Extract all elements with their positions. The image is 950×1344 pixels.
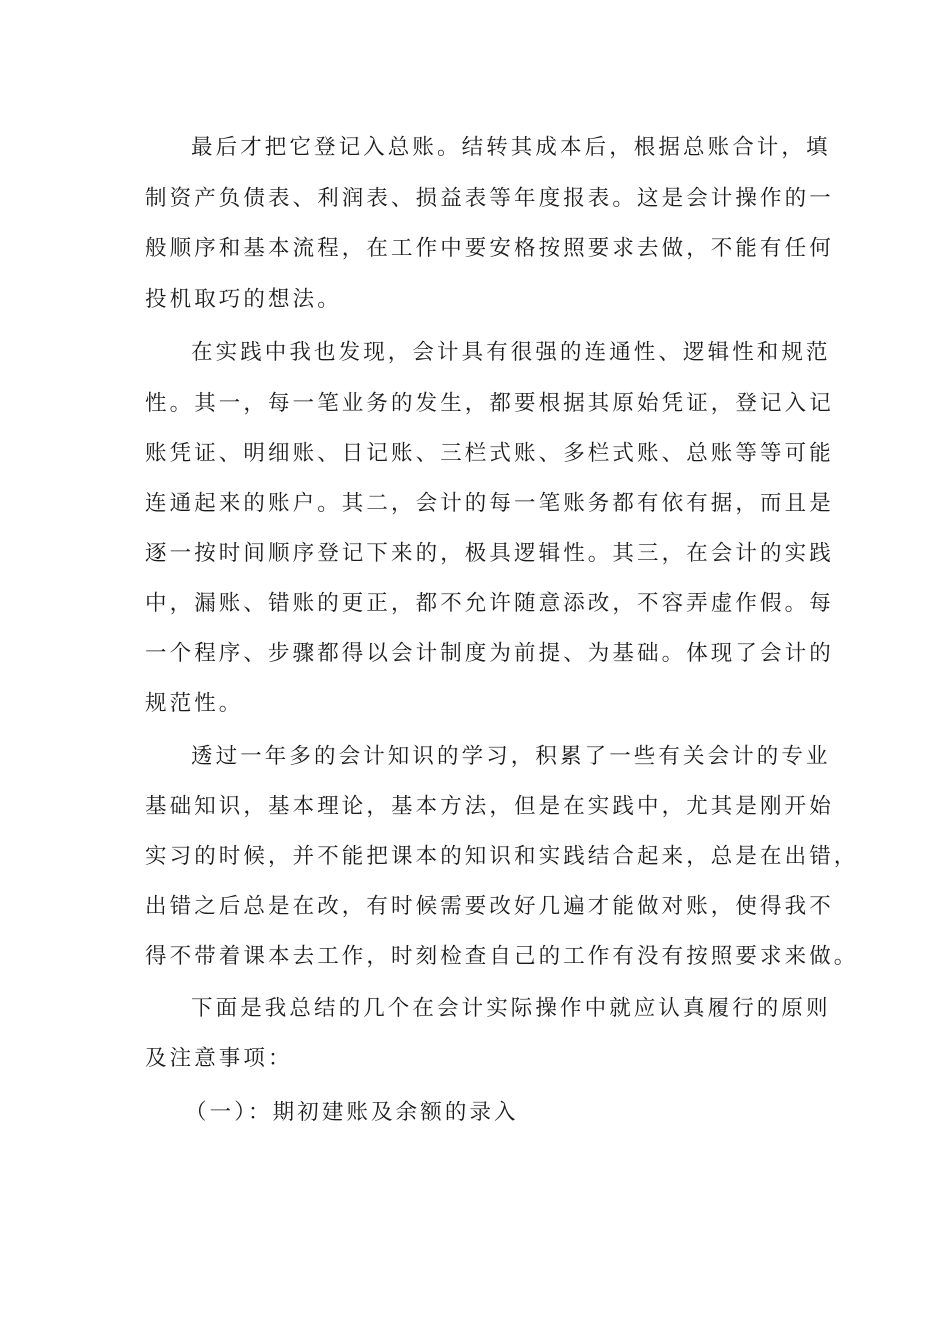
paragraph-line: 得不带着课本去工作，时刻检查自己的工作有没有按照要求来做。	[145, 944, 859, 969]
paragraph-line: 实习的时候，并不能把课本的知识和实践结合起来，总是在出错，	[145, 844, 859, 869]
paragraph-line: 性。其一，每一笔业务的发生，都要根据其原始凭证，登记入记	[145, 391, 834, 416]
paragraph-line: 连通起来的账户。其二，会计的每一笔账务都有依有据，而且是	[145, 491, 834, 516]
paragraph-line: 账凭证、明细账、日记账、三栏式账、多栏式账、总账等等可能	[145, 441, 834, 466]
paragraph-line: 基础知识，基本理论，基本方法，但是在实践中，尤其是刚开始	[145, 794, 834, 819]
paragraph-line: 投机取巧的想法。	[145, 287, 342, 312]
paragraph-line: 在实践中我也发现，会计具有很强的连通性、逻辑性和规范	[191, 340, 831, 365]
paragraph-line: 最后才把它登记入总账。结转其成本后，根据总账合计，填	[191, 135, 831, 160]
section-heading: （一）：期初建账及余额的录入	[185, 1100, 519, 1125]
paragraph-line: 规范性。	[145, 691, 244, 716]
paragraph-line: 制资产负债表、利润表、损益表等年度报表。这是会计操作的一	[145, 186, 834, 211]
paragraph-line: 及注意事项：	[145, 1046, 293, 1071]
paragraph-line: 般顺序和基本流程，在工作中要安格按照要求去做，不能有任何	[145, 236, 834, 261]
paragraph-line: 一个程序、步骤都得以会计制度为前提、为基础。体现了会计的	[145, 641, 834, 666]
paragraph-line: 中，漏账、错账的更正，都不允许随意添改，不容弄虚作假。每	[145, 591, 834, 616]
paragraph-line: 透过一年多的会计知识的学习，积累了一些有关会计的专业	[191, 744, 831, 769]
paragraph-line: 下面是我总结的几个在会计实际操作中就应认真履行的原则	[191, 996, 831, 1021]
paragraph-line: 出错之后总是在改，有时候需要改好几遍才能做对账，使得我不	[145, 894, 834, 919]
paragraph-line: 逐一按时间顺序登记下来的，极具逻辑性。其三，在会计的实践	[145, 541, 834, 566]
